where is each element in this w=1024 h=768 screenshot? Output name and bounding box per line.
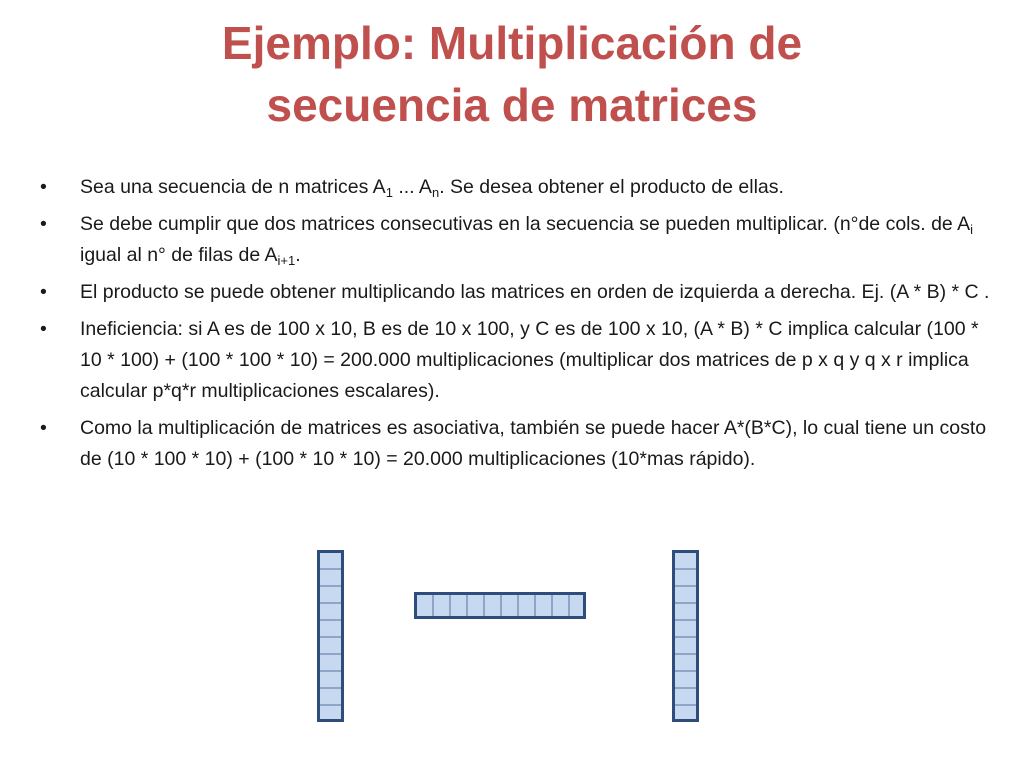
slide-title-line-1: Ejemplo: Multiplicación de [221,17,803,69]
matrix-b-diagram [414,592,586,619]
bullet-text: Se debe cumplir que dos matrices consecutivas en la secuencia se pueden multiplicar. (n°de cols. de A [80,213,971,235]
bullet-item [40,277,1000,308]
subscript: n [431,185,440,200]
bullet-item [40,172,1000,203]
bullet-text: . [295,244,301,266]
bullet-item [40,314,1000,407]
bullet-text: igual al n° de filas de A [80,244,278,266]
bullet-text: ... A [392,176,432,198]
slide-title-line-2: secuencia de matrices [266,79,758,131]
bullet-text: El producto se puede obtener multiplicando las matrices en orden de izquierda a derecha. Ej. (A * B) * C . [80,281,990,303]
bullet-item [40,209,1000,271]
matrix-c-diagram [672,550,699,722]
subscript: i [970,222,974,237]
bullet-list [40,172,1000,481]
slide-title [0,12,1024,136]
bullet-item [40,413,1000,475]
bullet-text: Ineficiencia: si A es de 100 x 10, B es de 10 x 100, y C es de 100 x 10, (A * B) * C implica calcular (100 * 10 * 100) + (100 * 100 * 10) = 200.000 multiplicaciones (multiplicar dos matrices de p x q y q x r implica calcular p*q*r multiplicaciones escalares). [80,318,979,402]
bullet-text: Sea una secuencia de n matrices A [80,176,386,198]
bullet-text: . Se desea obtener el producto de ellas. [439,176,784,198]
subscript: i+1 [277,253,296,268]
bullet-text: Como la multiplicación de matrices es asociativa, también se puede hacer A*(B*C), lo cual tiene un costo de (10 * 100 * 10) + (100 * 10 * 10) = 20.000 multiplicaciones (10*mas rápido). [80,417,987,470]
subscript: 1 [385,185,393,200]
matrix-a-diagram [317,550,344,722]
